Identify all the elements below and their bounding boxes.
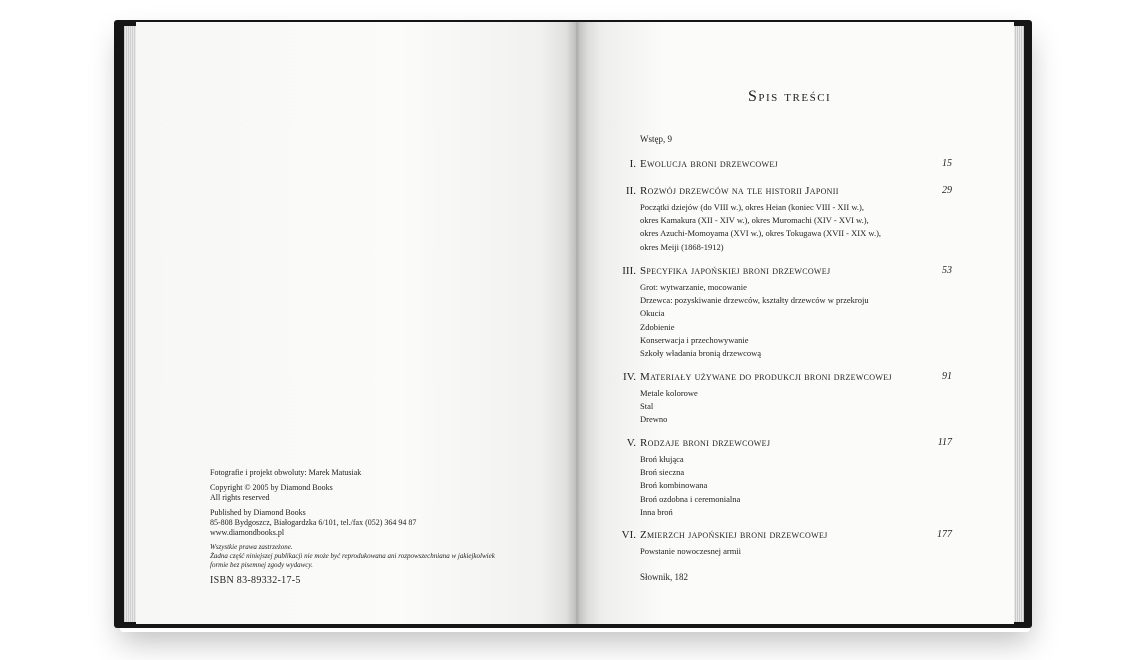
toc-title: Spis treści	[748, 88, 832, 105]
subsection-item: okres Azuchi-Momoyama (XVI w.), okres Tokugawa (XVII - XIX w.),	[640, 228, 882, 239]
subsection-item: Konserwacja i przechowywanie	[640, 334, 749, 345]
rights-line: All rights reserved	[210, 493, 270, 502]
chapter-subsections	[640, 281, 869, 360]
subsection-item: Grot: wytwarzanie, mocowanie	[640, 282, 747, 292]
subsection-item: Szkoły władania bronią drzewcową	[640, 348, 762, 359]
subsection-item: Powstanie nowoczesnej armii	[640, 546, 742, 556]
subsection-item: Inna broń	[640, 506, 673, 517]
publisher-line: Published by Diamond Books	[210, 508, 306, 517]
chapter-page: 117	[937, 437, 952, 448]
chapter-number: VI.	[621, 529, 636, 541]
chapter-title: Rodzaje broni drzewcowej	[640, 437, 771, 449]
cover-credit: Fotografie i projekt obwoluty: Marek Matusiak	[210, 468, 362, 477]
chapter-subsections	[640, 387, 698, 427]
subsection-item: Drewno	[640, 414, 668, 425]
subsection-item: Broń kłująca	[640, 454, 684, 464]
subsection-item: Broń ozdobna i ceremonialna	[640, 493, 741, 504]
chapter-subsections	[640, 453, 740, 519]
isbn-line: ISBN 83-89332-17-5	[210, 575, 301, 586]
chapter-number: IV.	[623, 371, 636, 383]
chapter-title: Materiały używane do produkcji broni drzewcowej	[640, 371, 892, 383]
chapter-number: II.	[625, 185, 636, 197]
chapter-number: V.	[626, 437, 636, 449]
book-gutter	[566, 22, 588, 624]
subsection-item: Broń kombinowana	[640, 480, 708, 491]
chapter-page: 177	[937, 529, 952, 540]
subsection-item: Zdobienie	[640, 321, 675, 332]
copyright-block	[210, 483, 540, 503]
chapter-subsections	[640, 201, 881, 254]
toc-intro: Wstęp, 9	[640, 134, 672, 144]
toc-outro: Słownik, 182	[640, 572, 689, 582]
subsection-item: Drzewca: pozyskiwanie drzewców, kształty drzewców w przekroju	[640, 295, 869, 306]
chapter-title: Ewolucja broni drzewcowej	[640, 158, 778, 170]
subsection-item: Okucia	[640, 308, 665, 319]
notice-line-2: Żadna część niniejszej publikacji nie może być reprodukowana ani rozpowszechniana w jakiejkolwiek	[210, 552, 495, 560]
subsection-item: Metale kolorowe	[640, 388, 698, 398]
chapter-title: Zmierzch japońskiej broni drzewcowej	[640, 529, 828, 541]
copyright-line: Copyright © 2005 by Diamond Books	[210, 483, 333, 492]
chapter-subsections	[640, 545, 741, 558]
chapter-page: 53	[942, 265, 952, 276]
subsection-item: Początki dziejów (do VIII w.), okres Heian (koniec VIII - XII w.),	[640, 202, 864, 212]
address-line: 85-808 Bydgoszcz, Białogardzka 6/101, tel./fax (052) 364 94 87	[210, 518, 417, 527]
website-line: www.diamondbooks.pl	[210, 528, 285, 537]
imprint-block	[210, 468, 540, 587]
subsection-item: okres Meiji (1868-1912)	[640, 241, 724, 252]
rights-notice	[210, 543, 540, 570]
publisher-block	[210, 508, 540, 538]
subsection-item: okres Kamakura (XII - XIV w.), okres Muromachi (XIV - XVI w.),	[640, 215, 869, 226]
subsection-item: Broń sieczna	[640, 467, 685, 478]
notice-line-3: formie bez pisemnej zgody wydawcy.	[210, 561, 313, 569]
chapter-page: 15	[942, 158, 952, 169]
subsection-item: Stal	[640, 401, 654, 412]
chapter-title: Rozwój drzewców na tle historii Japonii	[640, 185, 839, 197]
notice-line-1: Wszystkie prawa zastrzeżone.	[210, 543, 293, 551]
chapter-page: 29	[942, 185, 952, 196]
chapter-title: Specyfika japońskiej broni drzewcowej	[640, 265, 831, 277]
chapter-number: I.	[629, 158, 636, 170]
chapter-number: III.	[622, 265, 636, 277]
chapter-page: 91	[942, 371, 952, 382]
